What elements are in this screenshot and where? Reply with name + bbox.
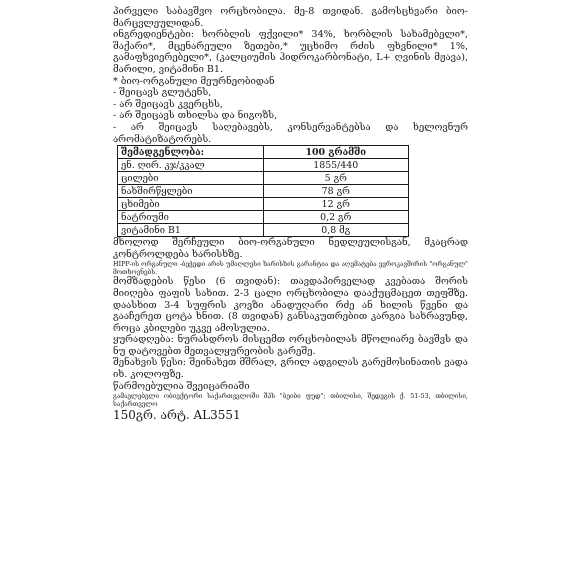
hipp-note: HIPP-ის ორგანული -ბეჭედი არის უმაღლესი ხარისხის გარანტია და აღემატება ევროკავშირის "ორგანულ" მოთხოვნებს. — [113, 260, 468, 277]
table-cell-label: ცილები — [118, 172, 264, 185]
table-cell-label: ნატრიუმი — [118, 211, 264, 224]
table-row — [118, 159, 409, 172]
table-cell-label: ნახშირწყლები — [118, 185, 264, 198]
table-row — [118, 224, 409, 237]
usage-text: მომზადების წესი (6 თვიდან): თავდაპირველად კვებათა შორის მიიღება ფაფის სახით. 2-3 ცალი ორცხობილა დააქუცმაცეთ თეფშზე. დაასხით 3-4 სუფრის კოვზი ანადუღარი რძე ან ხილის წვენი და გააჩერეთ ცოტა ხნით. (8 თვიდან) განსაკუთრებით კარგია სახრავუნდ, როცა კბილები უკვე ამოსულია. — [113, 276, 468, 334]
table-cell-label: ვიტამინი B1 — [118, 224, 264, 237]
table-cell-value: 0,2 გრ — [263, 211, 409, 224]
table-row — [118, 185, 409, 198]
nutrition-table — [117, 145, 409, 237]
bio-note: * ბიო-ორგანული მეურნეობიდან — [113, 75, 275, 87]
storage-text: შენახვის წესი: შეინახეთ მშრალ, გრილ ადგილას გარემოსინათის ვადა იხ. კოლოფზე. — [113, 357, 468, 381]
fact-gluten: - შეიცავს გლუტენს, — [113, 87, 212, 99]
table-cell-label: ცხიმები — [118, 198, 264, 211]
only-selected-text: მხოლოდ შერჩეული ბიო-ორგანული ნედლეულისგან, მკაცრად კონტროლდება ხარისხზე. — [113, 237, 468, 260]
label-text-block — [113, 6, 468, 422]
fact-nuts: - არ შეიცავს თხილსა და ნიგოზს, — [113, 110, 278, 122]
article-code: 150გრ. არტ. AL3551 — [113, 408, 241, 423]
attention-text: ყურადღება: ნურასდროს მისცემთ ორცხობილას მწოლიარე ბავშვს და ნუ დატოვებთ მეთვალყურეობის გარეშე. — [113, 334, 468, 357]
table-cell-value: 0,8 მგ — [263, 224, 409, 237]
table-row — [118, 198, 409, 211]
table-cell-value: 5 გრ — [263, 172, 409, 185]
intro-text: პირველი საბავშვო ორცხობილა. მე-8 თვიდან. გამოსცხვარი ბიო-მარცვლეულიდან. — [113, 6, 468, 29]
fact-additives: - არ შეიცავს საღებავებს, კონსერვანტებსა და ხელოვნურ არომატიზატორებს. — [113, 121, 468, 145]
table-row — [118, 172, 409, 185]
fact-eggs: - არ შეიცავს კვერცხს, — [113, 98, 223, 110]
table-row — [118, 146, 409, 159]
table-row — [118, 211, 409, 224]
ingredients-text: ინგრედიენტები: ხორბლის ფქვილი* 34%, ხორბლის სახამებელი*, შაქარი*, მცენარეული ზეთები,* უცხიმო რძის ფხვნილი* 1%, გამაფხვიერებელი*, (კალციუმის ჰიდროკარბონატი, L+ ღვინის მჟავა), მარილი, ვიტამინი B1. — [113, 29, 468, 75]
table-cell-label: ენ. ღირ. კჯ/კკალ — [118, 159, 264, 172]
table-cell-value: 1855/440 — [263, 159, 409, 172]
producer-label: წარმოებულია შვეიცარიაში — [113, 380, 250, 392]
table-cell-value: 78 გრ — [263, 185, 409, 198]
table-header-label: შემადგენლობა: — [118, 146, 264, 159]
table-cell-value: 12 გრ — [263, 198, 409, 211]
table-header-value: 100 გრამში — [263, 146, 409, 159]
importer-text: გამაელებელი ობიექტორი საქართველოში შპს "ბეიბი ფუდ"; თბილისი, შედეგის ქ. 51-53, თბილისი, საქართველო — [113, 392, 468, 409]
